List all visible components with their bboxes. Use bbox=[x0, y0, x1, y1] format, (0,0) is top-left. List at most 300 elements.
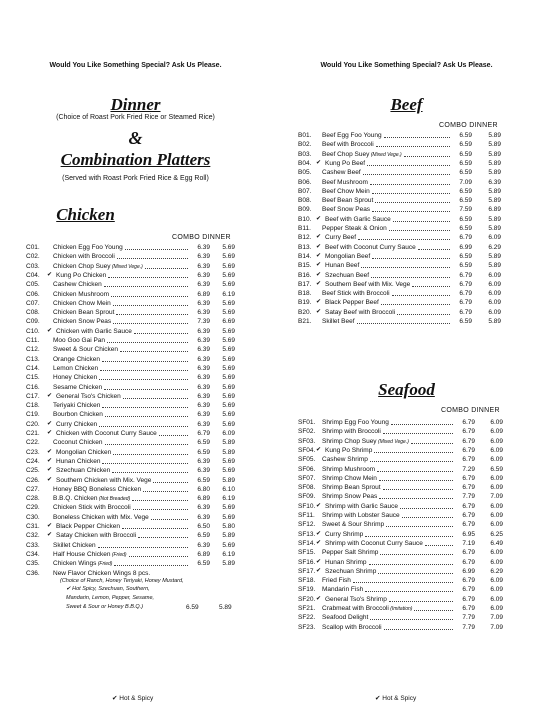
combo-price: 7.79 bbox=[462, 623, 475, 631]
item-name: Beef with Garlic Sauce bbox=[325, 215, 391, 223]
item-code: C35. bbox=[26, 560, 40, 568]
combo-price: 6.59 bbox=[197, 476, 210, 484]
item-name: Chicken Chow Mein bbox=[53, 299, 111, 307]
item-code: C20. bbox=[26, 420, 40, 428]
menu-item-row bbox=[298, 131, 538, 140]
item-code: B14. bbox=[298, 252, 312, 260]
item-code: SF19. bbox=[298, 586, 316, 594]
item-code: B05. bbox=[298, 169, 312, 177]
item-name: Hunan Chicken bbox=[56, 457, 101, 465]
menu-item-row bbox=[298, 604, 538, 613]
dot-leader bbox=[145, 268, 188, 269]
dinner-price: 5.89 bbox=[488, 150, 501, 158]
item-name: Chicken Bean Sprout bbox=[53, 309, 115, 317]
dinner-price: 6.69 bbox=[222, 318, 235, 326]
menu-item-row bbox=[26, 299, 266, 308]
hot-pepper-icon: ✔ bbox=[316, 308, 322, 315]
dot-leader bbox=[418, 249, 450, 250]
item-code: B21. bbox=[298, 318, 312, 325]
dinner-price: 6.19 bbox=[222, 290, 235, 298]
menu-item-row bbox=[298, 205, 538, 214]
dinner-price: 5.89 bbox=[488, 141, 501, 149]
combo-price: 6.89 bbox=[197, 495, 210, 503]
item-name: Satay Chicken with Broccoli bbox=[56, 532, 137, 540]
seafood-header: COMBO DINNER bbox=[441, 407, 500, 414]
dinner-price: 6.09 bbox=[490, 419, 503, 426]
combo-price: 6.79 bbox=[462, 428, 475, 436]
dot-leader bbox=[99, 379, 188, 380]
flavor-line: Mandarin, Lemon, Pepper, Sesame, bbox=[66, 595, 155, 601]
item-name: Chicken Wings (Fried) bbox=[53, 560, 113, 568]
dinner-price: 6.09 bbox=[490, 521, 503, 529]
combo-price: 6.59 bbox=[186, 603, 199, 611]
dinner-price: 5.69 bbox=[222, 262, 235, 270]
dot-leader bbox=[402, 517, 453, 518]
dot-leader bbox=[379, 480, 453, 481]
item-name: Beef Mushroom bbox=[322, 178, 368, 186]
dot-leader bbox=[389, 601, 453, 602]
menu-item-row bbox=[26, 541, 266, 550]
menu-item-row bbox=[26, 290, 266, 299]
combo-price: 6.80 bbox=[197, 485, 210, 493]
menu-item-row bbox=[26, 476, 266, 485]
dot-leader bbox=[372, 258, 450, 259]
item-name: Mandarin Fish bbox=[322, 586, 364, 594]
item-name: Beef Stick with Broccoli bbox=[322, 290, 390, 298]
hot-pepper-icon: ✔ bbox=[316, 595, 322, 602]
menu-item-row bbox=[26, 345, 266, 354]
menu-item-row bbox=[26, 569, 266, 578]
combo-price: 6.89 bbox=[197, 550, 210, 558]
combo-price: 6.79 bbox=[462, 484, 475, 492]
combo-price: 6.39 bbox=[197, 504, 210, 512]
dot-leader bbox=[392, 295, 450, 296]
combo-price: 6.39 bbox=[197, 309, 210, 317]
hot-pepper-icon: ✔ bbox=[316, 252, 322, 259]
item-name: Sweet & Sour Chicken bbox=[53, 346, 119, 354]
dinner-price: 6.09 bbox=[490, 437, 503, 445]
dot-leader bbox=[102, 463, 188, 464]
menu-item-row bbox=[298, 140, 538, 149]
combo-price: 6.79 bbox=[462, 512, 475, 519]
item-name: Cashew Beef bbox=[322, 169, 361, 177]
dot-leader bbox=[374, 452, 453, 453]
item-code: C21. bbox=[26, 430, 40, 437]
item-code: C19. bbox=[26, 411, 40, 419]
dinner-price: 5.69 bbox=[222, 411, 235, 419]
combo-price: 6.59 bbox=[459, 187, 472, 195]
item-code: C18. bbox=[26, 402, 40, 410]
hot-pepper-icon: ✔ bbox=[316, 215, 322, 222]
dot-leader bbox=[370, 461, 453, 462]
dot-leader bbox=[363, 174, 450, 175]
dot-leader bbox=[383, 433, 453, 434]
item-code: SF15. bbox=[298, 549, 316, 557]
item-code: SF04. bbox=[298, 446, 316, 454]
dinner-subtitle: (Choice of Roast Pork Fried Rice or Steamed Rice) bbox=[56, 114, 215, 121]
hot-pepper-icon: ✔ bbox=[316, 234, 322, 241]
dinner-price: 5.89 bbox=[488, 318, 501, 325]
dot-leader bbox=[134, 333, 188, 334]
item-code: C24. bbox=[26, 457, 40, 465]
dinner-price: 5.80 bbox=[222, 523, 235, 530]
menu-item-row bbox=[298, 159, 538, 168]
dot-leader bbox=[378, 573, 453, 574]
dot-leader bbox=[370, 184, 450, 185]
item-name: Scallop with Broccoli bbox=[322, 623, 382, 631]
item-code: C02. bbox=[26, 253, 40, 261]
menu-item-row bbox=[298, 418, 538, 427]
menu-item-row bbox=[26, 271, 266, 280]
dinner-price: 6.10 bbox=[222, 485, 235, 493]
dinner-price: 6.09 bbox=[488, 280, 501, 288]
item-name: Crabmeat with Broccoli (Imitation) bbox=[322, 605, 413, 612]
combo-price: 6.79 bbox=[459, 299, 472, 307]
hot-spicy-legend-right: ✔ Hot & Spicy bbox=[375, 695, 417, 702]
beef-title: Beef bbox=[390, 95, 423, 114]
combo-price: 6.39 bbox=[197, 244, 210, 251]
item-name: Coconut Chicken bbox=[53, 439, 103, 447]
item-name: Hunan Beef bbox=[325, 262, 360, 270]
item-name: Beef Chop Suey (Mixed Vege.) bbox=[322, 150, 402, 158]
combo-price: 6.39 bbox=[197, 541, 210, 549]
combo-price: 6.79 bbox=[462, 577, 475, 585]
item-name: Beef with Broccoli bbox=[322, 141, 374, 149]
hot-pepper-icon: ✔ bbox=[316, 262, 322, 269]
menu-item-row bbox=[298, 427, 538, 436]
item-code: B18. bbox=[298, 290, 312, 298]
item-name: Beef Egg Foo Young bbox=[322, 132, 382, 139]
dot-leader bbox=[107, 342, 188, 343]
dinner-price: 5.69 bbox=[222, 392, 235, 400]
item-code: SF12. bbox=[298, 521, 316, 529]
dinner-price: 5.89 bbox=[488, 262, 501, 270]
dot-leader bbox=[125, 249, 188, 250]
item-code: B04. bbox=[298, 159, 312, 167]
item-name: Teriyaki Chicken bbox=[53, 402, 101, 410]
dinner-price: 5.89 bbox=[488, 197, 501, 205]
hot-pepper-icon: ✔ bbox=[316, 159, 322, 166]
combo-price: 6.39 bbox=[197, 253, 210, 261]
item-name: Cashew Chicken bbox=[53, 281, 102, 289]
ampersand: & bbox=[128, 128, 143, 148]
menu-item-row bbox=[26, 438, 266, 447]
menu-item-row bbox=[26, 308, 266, 317]
item-name: Shrimp with Garlic Sauce bbox=[325, 502, 398, 510]
item-code: SF16. bbox=[298, 558, 316, 566]
item-name: Beef Snow Peas bbox=[322, 206, 371, 214]
combo-price: 7.09 bbox=[459, 178, 472, 186]
dinner-price: 5.89 bbox=[488, 225, 501, 232]
dinner-price: 6.09 bbox=[490, 549, 503, 557]
item-name: Fried Fish bbox=[322, 577, 351, 585]
hot-pepper-icon: ✔ bbox=[47, 467, 53, 474]
item-code: B16. bbox=[298, 271, 312, 279]
dinner-price: 5.69 bbox=[222, 467, 235, 475]
combo-price: 7.39 bbox=[197, 318, 210, 326]
dinner-price: 6.09 bbox=[490, 502, 503, 510]
item-code: C16. bbox=[26, 383, 40, 391]
item-code: C07. bbox=[26, 299, 40, 307]
item-name: Honey BBQ Boneless Chicken bbox=[53, 485, 142, 493]
item-name: Mongolian Chicken bbox=[56, 448, 112, 456]
item-name: Szechuan Beef bbox=[325, 271, 370, 279]
item-code: B06. bbox=[298, 178, 312, 186]
item-code: C28. bbox=[26, 495, 40, 503]
combo-price: 6.59 bbox=[459, 141, 472, 149]
item-name: Chicken with Garlic Sauce bbox=[56, 327, 132, 335]
item-code: C13. bbox=[26, 355, 40, 363]
combo-price: 6.50 bbox=[197, 523, 210, 530]
combo-price: 6.59 bbox=[459, 159, 472, 167]
item-code: SF18. bbox=[298, 577, 316, 585]
combo-price: 6.79 bbox=[462, 446, 475, 454]
menu-item-row bbox=[298, 567, 538, 576]
dot-leader bbox=[376, 146, 450, 147]
combo-price: 6.39 bbox=[197, 513, 210, 521]
combo-price: 6.79 bbox=[459, 280, 472, 288]
item-name: Sesame Chicken bbox=[53, 383, 103, 391]
flavor-line: ✔ Hot Spicy, Szechuan, Southern, bbox=[66, 586, 150, 593]
item-code: C22. bbox=[26, 439, 40, 447]
item-name: Curry Chicken bbox=[56, 420, 98, 428]
hot-pepper-icon: ✔ bbox=[316, 280, 322, 287]
dot-leader bbox=[391, 424, 453, 425]
combo-subtitle: (Served with Roast Pork Fried Rice & Egg Roll) bbox=[62, 175, 209, 182]
item-code: B01. bbox=[298, 132, 312, 139]
item-code: C23. bbox=[26, 448, 40, 456]
dot-leader bbox=[361, 267, 450, 268]
dinner-price: 5.89 bbox=[488, 159, 501, 167]
menu-item-row bbox=[298, 233, 538, 242]
menu-item-row bbox=[298, 539, 538, 548]
item-note: (Imitation) bbox=[388, 606, 413, 612]
hot-pepper-icon: ✔ bbox=[316, 539, 322, 546]
hot-pepper-icon: ✔ bbox=[316, 243, 322, 250]
combo-price: 6.89 bbox=[197, 290, 210, 298]
hot-pepper-icon: ✔ bbox=[66, 586, 73, 593]
item-code: C36. bbox=[26, 569, 40, 577]
menu-item-row bbox=[26, 364, 266, 373]
hot-pepper-icon: ✔ bbox=[47, 476, 53, 483]
menu-item-row bbox=[298, 465, 538, 474]
item-code: B20. bbox=[298, 308, 312, 316]
dinner-price: 5.69 bbox=[222, 355, 235, 363]
item-code: C09. bbox=[26, 318, 40, 326]
menu-item-row bbox=[298, 483, 538, 492]
dinner-price: 5.69 bbox=[222, 541, 235, 549]
combo-price: 6.79 bbox=[462, 456, 475, 464]
dot-leader bbox=[129, 556, 188, 557]
item-code: C34. bbox=[26, 550, 40, 558]
dot-leader bbox=[114, 565, 188, 566]
hot-pepper-icon: ✔ bbox=[47, 532, 53, 539]
item-code: SF10. bbox=[298, 502, 316, 510]
combo-price: 6.59 bbox=[459, 318, 472, 325]
combo-price: 6.39 bbox=[197, 346, 210, 354]
dot-leader bbox=[123, 398, 188, 399]
item-code: C33. bbox=[26, 541, 40, 549]
hot-pepper-icon: ✔ bbox=[316, 530, 322, 537]
combo-price: 6.59 bbox=[459, 225, 472, 232]
dinner-title: Dinner bbox=[110, 95, 161, 114]
menu-item-row bbox=[26, 494, 266, 503]
menu-item-row bbox=[26, 485, 266, 494]
menu-item-row bbox=[298, 474, 538, 483]
dot-leader bbox=[384, 137, 450, 138]
dinner-price: 6.19 bbox=[222, 550, 235, 558]
item-name: Orange Chicken bbox=[53, 355, 100, 363]
item-code: B08. bbox=[298, 197, 312, 205]
combo-price: 6.59 bbox=[459, 150, 472, 158]
item-name: Southern Beef with Mix. Vege bbox=[325, 280, 411, 288]
menu-item-row bbox=[298, 168, 538, 177]
item-code: SF06. bbox=[298, 465, 316, 473]
menu-item-row bbox=[298, 511, 538, 520]
dinner-price: 5.89 bbox=[219, 603, 232, 611]
item-name: Kung Po Shrimp bbox=[325, 446, 373, 454]
menu-item-row bbox=[26, 373, 266, 382]
item-name: Szechuan Shrimp bbox=[325, 567, 377, 575]
dot-leader bbox=[108, 277, 188, 278]
combo-price: 6.39 bbox=[197, 383, 210, 391]
dot-leader bbox=[386, 526, 453, 527]
dot-leader bbox=[111, 296, 188, 297]
combo-price: 6.59 bbox=[197, 532, 210, 540]
dinner-price: 7.09 bbox=[490, 614, 503, 622]
combo-price: 6.95 bbox=[462, 530, 475, 538]
item-code: SF22. bbox=[298, 614, 316, 622]
menu-item-row bbox=[26, 243, 266, 252]
menu-item-row bbox=[298, 446, 538, 455]
menu-item-row bbox=[26, 550, 266, 559]
item-code: SF02. bbox=[298, 428, 316, 436]
dinner-price: 6.09 bbox=[490, 456, 503, 464]
hot-pepper-icon: ✔ bbox=[47, 327, 53, 334]
combo-price: 6.79 bbox=[462, 558, 475, 566]
hot-pepper-icon: ✔ bbox=[316, 558, 322, 565]
menu-item-row bbox=[298, 317, 538, 326]
item-code: SF23. bbox=[298, 623, 316, 631]
dinner-price: 6.19 bbox=[222, 495, 235, 503]
item-code: SF11. bbox=[298, 512, 315, 519]
dinner-price: 5.69 bbox=[222, 457, 235, 465]
menu-item-row bbox=[26, 522, 266, 531]
menu-item-row bbox=[298, 196, 538, 205]
dinner-price: 5.89 bbox=[488, 132, 501, 139]
item-name: B.B.Q. Chicken (Not Breaded) bbox=[53, 495, 131, 503]
dot-leader bbox=[412, 286, 450, 287]
dot-leader bbox=[371, 277, 450, 278]
combo-price: 6.79 bbox=[462, 419, 475, 426]
menu-item-row bbox=[298, 558, 538, 567]
dinner-price: 5.69 bbox=[222, 364, 235, 372]
item-name: Chicken Stick with Broccoli bbox=[53, 504, 131, 512]
dinner-price: 6.09 bbox=[490, 428, 503, 436]
item-name: Beef with Coconut Curry Sauce bbox=[325, 243, 416, 251]
combo-price: 6.59 bbox=[197, 439, 210, 447]
item-code: B12. bbox=[298, 234, 312, 242]
item-name: Half House Chicken (Fried) bbox=[53, 550, 127, 558]
item-code: C17. bbox=[26, 392, 40, 400]
dot-leader bbox=[414, 610, 453, 611]
dot-leader bbox=[153, 482, 188, 483]
menu-item-row bbox=[298, 585, 538, 594]
item-name: Moo Goo Gai Pan bbox=[53, 337, 106, 344]
dinner-price: 6.49 bbox=[490, 539, 503, 547]
dinner-price: 5.89 bbox=[222, 448, 235, 456]
menu-item-row bbox=[26, 513, 266, 522]
item-code: C06. bbox=[26, 290, 40, 298]
menu-item-row bbox=[298, 252, 538, 261]
dot-leader bbox=[104, 389, 188, 390]
item-name: Sweet & Sour Shrimp bbox=[322, 521, 385, 529]
item-name: Chicken with Coconut Curry Sauce bbox=[56, 430, 157, 437]
item-code: B13. bbox=[298, 243, 312, 251]
item-code: C12. bbox=[26, 346, 40, 354]
hot-pepper-icon: ✔ bbox=[316, 446, 322, 453]
item-name: Shrimp Bean Sprout bbox=[322, 484, 381, 492]
menu-item-row bbox=[26, 531, 266, 540]
menu-item-row bbox=[298, 530, 538, 539]
item-code: C29. bbox=[26, 504, 40, 512]
dinner-price: 6.09 bbox=[490, 446, 503, 454]
hot-pepper-icon: ✔ bbox=[316, 271, 322, 278]
dinner-price: 5.89 bbox=[222, 560, 235, 568]
dinner-price: 6.09 bbox=[490, 605, 503, 612]
item-name: New Flavor Chicken Wings 8 pcs. bbox=[53, 569, 151, 577]
item-code: C10. bbox=[26, 327, 40, 335]
item-name: Shrimp Chow Mein bbox=[322, 474, 377, 482]
item-code: SF21. bbox=[298, 605, 316, 612]
dot-leader bbox=[104, 286, 188, 287]
item-name: Chicken Egg Foo Young bbox=[53, 244, 123, 251]
item-name: Boneless Chicken with Mix. Vege bbox=[53, 513, 149, 521]
hot-pepper-icon: ✔ bbox=[316, 502, 322, 509]
item-code: B03. bbox=[298, 150, 312, 158]
combo-price: 6.39 bbox=[197, 327, 210, 335]
dot-leader bbox=[113, 323, 188, 324]
item-name: Pepper Steak & Onion bbox=[322, 225, 387, 232]
combo-price: 6.59 bbox=[459, 215, 472, 223]
dot-leader bbox=[397, 314, 450, 315]
dinner-price: 5.89 bbox=[222, 532, 235, 540]
combo-price: 6.39 bbox=[197, 420, 210, 428]
combo-price: 6.39 bbox=[197, 281, 210, 289]
dinner-price: 6.09 bbox=[488, 290, 501, 298]
chicken-title: Chicken bbox=[56, 205, 115, 224]
item-code: SF01. bbox=[298, 419, 316, 426]
item-code: C08. bbox=[26, 309, 40, 317]
item-code: C32. bbox=[26, 532, 40, 540]
item-name: Honey Chicken bbox=[53, 374, 98, 382]
menu-item-row bbox=[298, 243, 538, 252]
dinner-price: 7.09 bbox=[490, 623, 503, 631]
item-name: Curry Beef bbox=[325, 234, 357, 242]
item-code: C27. bbox=[26, 485, 40, 493]
menu-item-row bbox=[298, 455, 538, 464]
item-note: (Fried) bbox=[96, 561, 113, 568]
dinner-price: 5.69 bbox=[222, 420, 235, 428]
special-note: Would You Like Something Special? Ask Us Please. bbox=[49, 62, 222, 69]
item-name: Shrimp Chop Suey (Mixed Vege.) bbox=[322, 437, 409, 445]
dinner-price: 5.69 bbox=[222, 271, 235, 279]
menu-item-row bbox=[298, 492, 538, 501]
item-code: B09. bbox=[298, 206, 312, 214]
item-name: Black Pepper Chicken bbox=[56, 523, 120, 530]
menu-item-row bbox=[26, 503, 266, 512]
dot-leader bbox=[358, 239, 450, 240]
